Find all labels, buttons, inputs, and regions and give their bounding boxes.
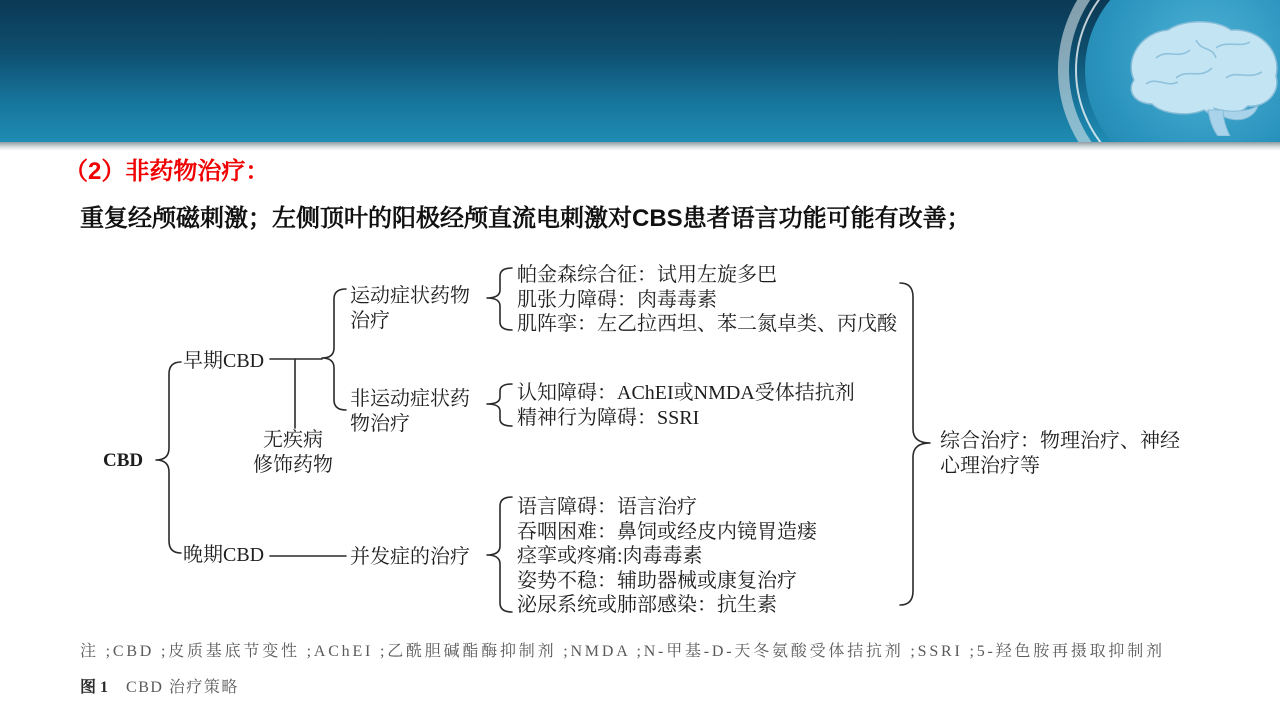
late-cbd-node: 晚期CBD xyxy=(183,544,265,566)
comprehensive-treatment-line: 心理治疗等 xyxy=(940,455,1040,477)
figure-caption xyxy=(80,678,239,698)
figure-title: CBD 治疗策略 xyxy=(126,679,239,696)
section-heading: （2）非药物治疗： xyxy=(64,158,270,185)
figure-note: 注 ;CBD ;皮质基底节变性 ;AChEI ;乙酰胆碱酯酶抑制剂 ;NMDA ;N-甲基-D-天冬氨酸受体拮抗剂 ;SSRI ;5-羟色胺再摄取抑制剂 xyxy=(80,643,1165,660)
early-cbd-node: 早期CBD xyxy=(183,350,265,372)
nonmotor-treatment-node xyxy=(350,387,470,437)
disease-modifying-node xyxy=(246,428,340,478)
nonmotor-treatment-line: 非运动症状药 xyxy=(350,388,470,410)
section-subheading: 重复经颅磁刺激；左侧顶叶的阳极经颅直流电刺激对CBS患者语言功能可能有改善； xyxy=(80,205,971,232)
nonmotor-treatment-list xyxy=(517,381,855,430)
motor-items-brace xyxy=(487,268,512,330)
list-item: 语言障碍：语言治疗 xyxy=(517,496,697,518)
header-banner xyxy=(0,0,1280,142)
list-item: 肌阵挛：左乙拉西坦、苯二氮卓类、丙戊酸 xyxy=(517,313,897,335)
nonmotor-treatment-line: 物治疗 xyxy=(350,413,410,435)
banner-shadow xyxy=(0,142,1280,151)
motor-treatment-node xyxy=(350,284,470,334)
nonmotor-items-brace xyxy=(487,384,512,426)
disease-modifying-line: 无疾病 xyxy=(263,429,323,451)
list-item: 吞咽困难：鼻饲或经皮内镜胃造瘘 xyxy=(517,520,817,543)
list-item: 帕金森综合征：试用左旋多巴 xyxy=(517,264,777,286)
complication-items-brace xyxy=(487,497,512,612)
list-item: 痉挛或疼痛:肉毒毒素 xyxy=(517,545,703,567)
diagram-root-node: CBD xyxy=(103,450,144,471)
list-item: 泌尿系统或肺部感染：抗生素 xyxy=(517,594,777,616)
figure-label: 图 1 xyxy=(80,679,109,696)
list-item: 精神行为障碍：SSRI xyxy=(517,406,700,429)
complication-treatment-node: 并发症的治疗 xyxy=(350,546,470,568)
motor-treatment-list xyxy=(517,263,897,337)
motor-treatment-line: 运动症状药物 xyxy=(350,285,470,307)
comprehensive-treatment-node xyxy=(940,429,1180,479)
complication-treatment-list xyxy=(517,495,817,618)
root-brace xyxy=(156,362,181,553)
list-item: 姿势不稳：辅助器械或康复治疗 xyxy=(517,569,797,592)
list-item: 肌张力障碍：肉毒毒素 xyxy=(517,288,717,311)
list-item: 认知障碍：AChEI或NMDA受体拮抗剂 xyxy=(517,382,855,404)
comprehensive-brace xyxy=(900,283,930,605)
comprehensive-treatment-line: 综合治疗：物理治疗、神经 xyxy=(940,430,1180,452)
early-stage-brace xyxy=(322,289,346,410)
brain-icon xyxy=(1116,18,1280,136)
motor-treatment-line: 治疗 xyxy=(350,310,390,332)
disease-modifying-line: 修饰药物 xyxy=(253,454,333,476)
